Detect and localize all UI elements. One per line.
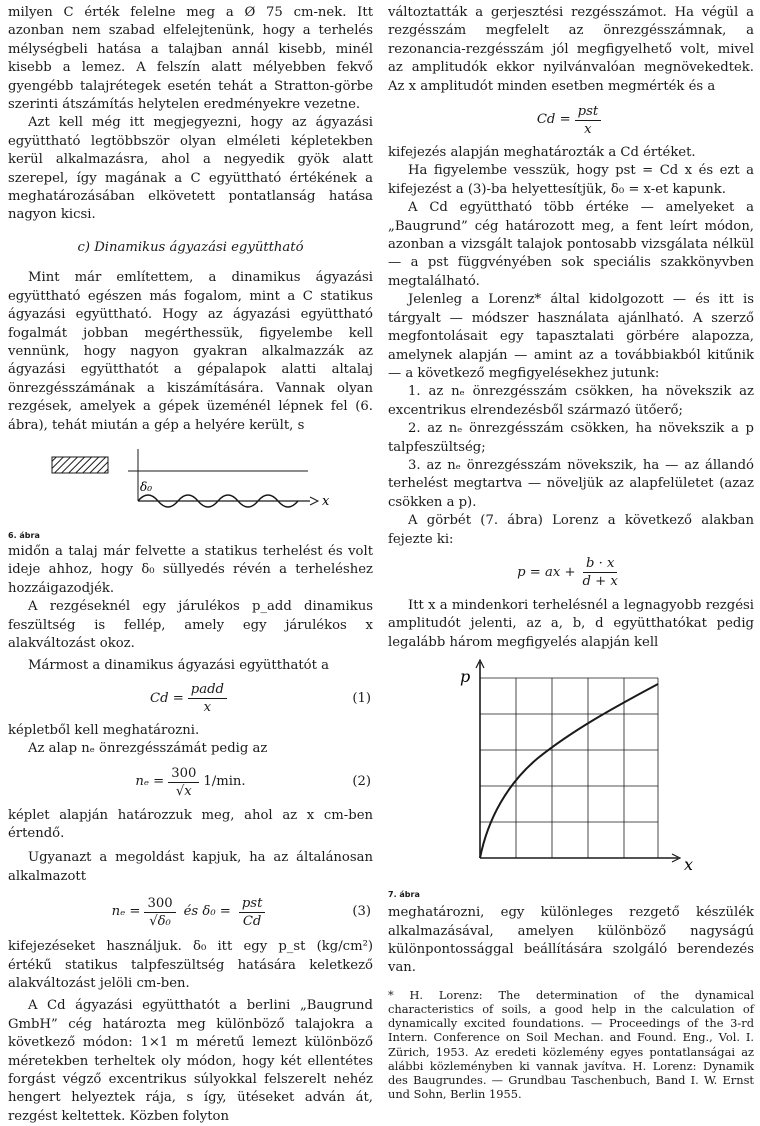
- section-heading: c) Dinamikus ágyazási együttható: [77, 239, 304, 255]
- paragraph: változtatták a gerjesztési rezgésszámot. Ha végül a rezgésszám megfelelt az önrezgésszámnak, a rezonancia-rezgésszám jól megfigyelhető volt, mivel az amplitudók ekkor nyilvánvalóan megnövekedtek. Az x amplitudót minden esetben megmérték és a: [388, 5, 754, 94]
- figure-6-caption: 6. ábra: [8, 530, 40, 540]
- paragraph: Ugyanazt a megoldást kapjuk, ha az általánosan alkalmazott: [8, 850, 373, 884]
- formula-2: nₑ = $\frac{300}{√x}$ 1/min. (2): [135, 766, 371, 800]
- paragraph: Az alap nₑ önrezgésszámát pedig az: [28, 741, 268, 757]
- equation-number: (3): [352, 904, 371, 920]
- equation-number: (2): [352, 774, 371, 790]
- formula-5: p = ax + $\frac{b \cdot x}{d + x}$: [517, 556, 618, 590]
- paragraph: Mármost a dinamikus ágyazási együtthatót a: [28, 658, 329, 674]
- figure-7-drawing: [388, 658, 754, 888]
- hatched-block: [52, 457, 108, 473]
- lorenz-curve: [480, 684, 658, 858]
- paragraph: A görbét (7. ábra) Lorenz a következő alakban fejezte ki:: [388, 513, 754, 547]
- paragraph: A rezgéseknél egy járulékos p_add dinamikus feszültség is fellép, amely egy járulékos x alakváltozást okoz.: [8, 599, 373, 651]
- paragraph: Jelenleg a Lorenz* által kidolgozott — és itt is tárgyalt — módszer használata ajánlható. A szerző megfontolásait egy tapasztalati görbére alapozza, amelynek alapján — amint az a továbbiakból kitűnik — a következő megfigyelésekhez jutunk:: [388, 292, 754, 381]
- formula-1: Cd = $\frac{\text{padd}}{x}$ (1): [150, 682, 371, 716]
- fig6-delta-label: δ₀: [140, 479, 153, 494]
- formula-3: nₑ = $\frac{300}{\text{√δ₀}}$ és δ₀ = $\frac{\text{pst}}{Cd}$ (3): [111, 895, 371, 929]
- fig7-x-label: x: [684, 855, 694, 875]
- formula-4: Cd = $\frac{\text{pst}}{x}$: [388, 100, 754, 140]
- figure-6: [8, 441, 373, 539]
- fig6-x-label: x: [322, 493, 330, 509]
- list-item: 3. az nₑ önrezgésszám növekszik, ha — az állandó terhelést megtartva — növeljük az alapfelületet (azaz csökken a p).: [388, 457, 754, 510]
- paragraph: A Cd ágyazási együtthatót a berlini „Baugrund GmbH” cég határozta meg különböző talajokra a következő módon: 1×1 m méretű lemezt különböző méretekben terheltek oly módon, hogy két ellentétes forgást végző excentrikus súlyokkal felszerelt nehéz hengert helyeztek rája, s így, ütéseket adván át, rezgést keltettek. Közben folyton: [8, 998, 373, 1124]
- list-item: 1. az nₑ önrezgésszám csökken, ha növekszik az excentrikus elrendezésből származó ütőerő;: [388, 384, 754, 418]
- paragraph: Azt kell még itt megjegyezni, hogy az ágyazási együttható legtöbbször olyan elméleti képletekben kerül alkalmazásra, ahol a negyedik gyök alatt szerepel, így magának a C együttható értékének a meghatározásában elkövetett pontatlanság hatása nagyon kicsi.: [8, 115, 373, 223]
- equation-number: (1): [352, 690, 371, 706]
- figure-6-drawing: [8, 441, 373, 525]
- figure-7-caption: 7. ábra: [388, 890, 420, 900]
- grid: [480, 678, 658, 858]
- paragraph: meghatározni, egy különleges rezgető készülék alkalmazásával, amelyen különböző nagyságú különpontossággal beállítására szolgáló berendezés van.: [388, 905, 754, 976]
- paragraph: képletből kell meghatározni.: [8, 722, 200, 738]
- paragraph: Itt x a mindenkori terhelésnél a legnagyobb rezgési amplitudót jelenti, az a, b, d együtthatókat pedig legalább három megfigyelés alapján kell: [388, 597, 754, 650]
- paragraph: kifejezés alapján meghatározták a Cd értéket.: [388, 145, 696, 161]
- fig7-p-label: p: [460, 667, 471, 687]
- left-column: [8, 4, 373, 1126]
- footnote: * H. Lorenz: The determination of the dynamical characteristics of soils, a good help in the calculation of dynamically excited foundations. — Proceedings of the 3-rd Intern. Conference on Soil Mechan. and Found. Eng., Vol. I. Zürich, 1953. Az eredeti közlemény egyes pontatlanságai az alábbi közleményben ki vannak javítva. H. Lorenz: Dynamik des Baugrundes. — Grundbau Taschenbuch, Band I. W. Ernst und Sohn, Berlin 1955.: [388, 987, 754, 1102]
- list-item: 2. az nₑ önrezgésszám csökken, ha növekszik a p talpfeszültség;: [388, 421, 754, 455]
- paragraph: Ha figyelembe vesszük, hogy pst = Cd x és ezt a kifejezést a (3)-ba helyettesítjük, δ₀ = x-et kapunk.: [388, 163, 754, 197]
- paragraph: milyen C érték felelne meg a Ø 75 cm-nek. Itt azonban nem szabad elfelejtenünk, hogy a terhelés mélységbeli hatása a talajban annál kisebb, minél kisebb a lemez. A felszín alatt mélyebben fekvő gyengébb talajrétegek esetén tehát a Stratton-görbe szerinti átszámítás helytelen eredményekre vezetne.: [8, 5, 373, 113]
- figure-7: [388, 658, 754, 898]
- paragraph: midőn a talaj már felvette a statikus terhelést és volt ideje ahhoz, hogy δ₀ süllyedés révén a terheléshez hozzáigazodjék.: [8, 543, 373, 596]
- paragraph: kifejezéseket használjuk. δ₀ itt egy p_st (kg/cm²) értékű statikus talpfeszültség hatására keletkező alakváltozást jelöli cm-ben.: [8, 939, 373, 992]
- paragraph: képlet alapján határozzuk meg, ahol az x cm-ben értendő.: [8, 807, 373, 841]
- paragraph: Mint már említettem, a dinamikus ágyazási együttható egészen más fogalom, mint a C statikus ágyazási együttható. Hogy az ágyazási együttható fogalmát jobban megérthessük, figyelembe kell vennünk, hogy nagyon gyakran alkalmazzák az ágyazási együtthatót a gépalapok alatti altalaj önrezgésszámának a kiszámítására. Vannak olyan rezgések, amelyek a gépek üzeménél lépnek fel (6. ábra), tehát miután a gép a helyére került, s: [8, 270, 373, 433]
- paragraph: A Cd együttható több értéke — amelyeket a „Baugrund” cég határozott meg, a fent leírt módon, azonban a vizsgált talajok pontosabb vizsgálata nélkül — a pst függvényében sok speciális szakkönyvben megtalálható.: [388, 200, 754, 289]
- right-column: [388, 4, 754, 1101]
